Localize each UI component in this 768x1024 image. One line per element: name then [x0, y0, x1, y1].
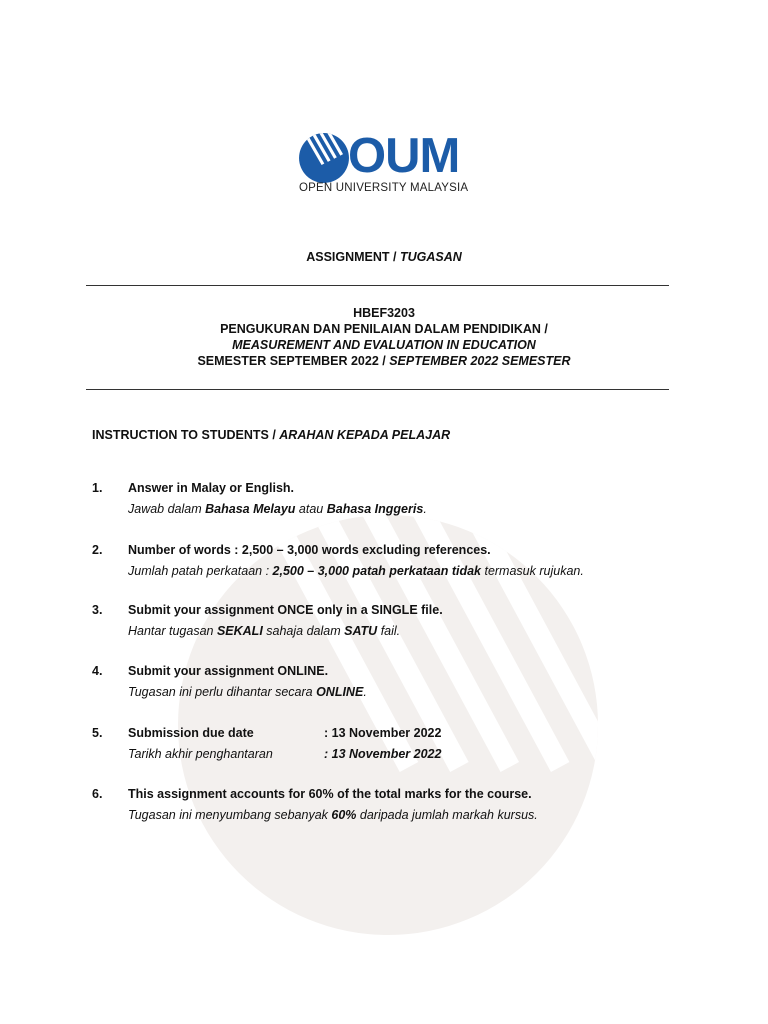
item-malay: Tugasan ini menyumbang sebanyak 60% daripada jumlah markah kursus.	[128, 808, 538, 822]
item-number: 5.	[92, 726, 103, 740]
oum-emblem-icon	[298, 132, 350, 184]
item-number: 3.	[92, 603, 103, 617]
item-malay: Jawab dalam Bahasa Melayu atau Bahasa Inggeris.	[128, 502, 427, 516]
course-title-english: MEASUREMENT AND EVALUATION IN EDUCATION	[232, 338, 536, 352]
item-english: This assignment accounts for 60% of the total marks for the course.	[128, 787, 532, 801]
logo-subtitle: OPEN UNIVERSITY MALAYSIA	[299, 182, 469, 194]
item-number: 4.	[92, 664, 103, 678]
divider-top	[86, 285, 669, 286]
instructions-title: INSTRUCTION TO STUDENTS / ARAHAN KEPADA PELAJAR	[92, 428, 451, 442]
course-code: HBEF3203	[353, 306, 415, 320]
item-number: 1.	[92, 481, 103, 495]
due-date-malay: Tarikh akhir penghantaran : 13 November 2022	[128, 747, 442, 761]
item-number: 2.	[92, 543, 103, 557]
semester-line: SEMESTER SEPTEMBER 2022 / SEPTEMBER 2022 SEMESTER	[197, 354, 571, 368]
item-english: Number of words : 2,500 – 3,000 words excluding references.	[128, 543, 491, 557]
watermark-logo	[178, 515, 598, 935]
due-date-english: Submission due date : 13 November 2022	[128, 726, 442, 740]
item-malay: Tugasan ini perlu dihantar secara ONLINE.	[128, 685, 367, 699]
course-title-malay: PENGUKURAN DAN PENILAIAN DALAM PENDIDIKAN /	[220, 322, 548, 336]
logo-wordmark: OUM	[348, 129, 460, 183]
oum-logo	[298, 129, 473, 200]
item-english: Submit your assignment ONLINE.	[128, 664, 329, 678]
item-malay: Hantar tugasan SEKALI sahaja dalam SATU fail.	[128, 624, 401, 638]
divider-bottom	[86, 389, 669, 390]
item-number: 6.	[92, 787, 103, 801]
item-malay: Jumlah patah perkataan : 2,500 – 3,000 patah perkataan tidak termasuk rujukan.	[128, 564, 584, 578]
item-english: Submit your assignment ONCE only in a SINGLE file.	[128, 603, 443, 617]
item-english: Answer in Malay or English.	[128, 481, 295, 495]
assignment-heading: ASSIGNMENT / TUGASAN	[306, 250, 462, 264]
